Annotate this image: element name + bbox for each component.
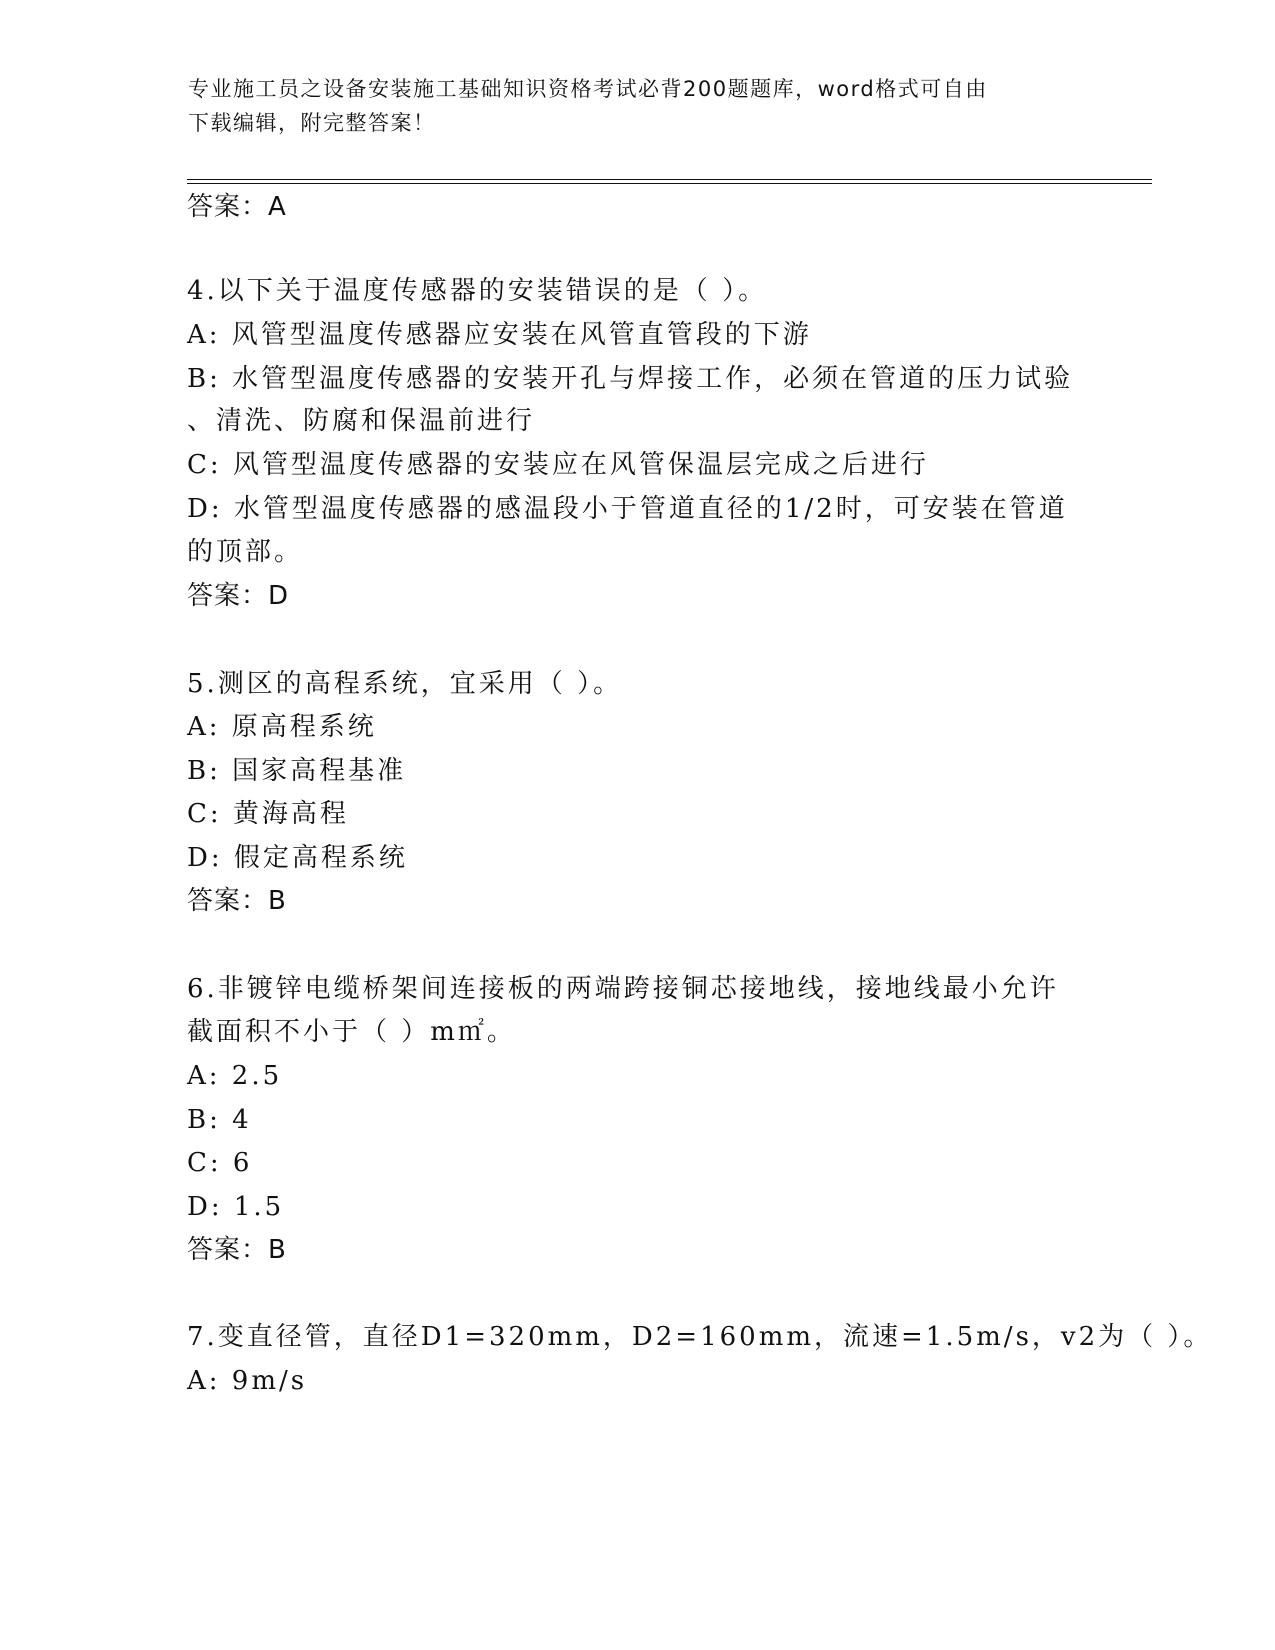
question-4-option-d-line2: 的顶部。 bbox=[187, 537, 304, 567]
question-6-option-d: D: 1.5 bbox=[187, 1192, 285, 1222]
question-6-stem-line2: 截面积不小于（ ）m㎡。 bbox=[187, 1017, 516, 1047]
question-6-option-c: C: 6 bbox=[187, 1148, 253, 1178]
question-6-answer: 答案：B bbox=[187, 1235, 287, 1265]
question-5-option-b: B: 国家高程基准 bbox=[187, 756, 407, 786]
header-rule-top bbox=[187, 179, 1152, 180]
header-rule-bottom bbox=[187, 183, 1152, 184]
question-4-answer: 答案：D bbox=[187, 581, 290, 611]
question-5-option-d: D: 假定高程系统 bbox=[187, 843, 408, 873]
question-5-answer: 答案：B bbox=[187, 886, 287, 916]
previous-answer: 答案：A bbox=[187, 192, 287, 222]
question-4-option-c: C: 风管型温度传感器的安装应在风管保温层完成之后进行 bbox=[187, 450, 929, 480]
question-4-option-b-line1: B: 水管型温度传感器的安装开孔与焊接工作，必须在管道的压力试验 bbox=[187, 364, 1074, 394]
question-5-option-a: A: 原高程系统 bbox=[187, 712, 377, 742]
question-5-stem: 5.测区的高程系统，宜采用（ ）。 bbox=[187, 669, 623, 699]
question-4-stem: 4.以下关于温度传感器的安装错误的是（ ）。 bbox=[187, 276, 768, 306]
question-6-stem-line1: 6.非镀锌电缆桥架间连接板的两端跨接铜芯接地线，接地线最小允许 bbox=[187, 974, 1059, 1004]
question-7-option-a: A: 9m/s bbox=[187, 1366, 308, 1396]
question-5-option-c: C: 黄海高程 bbox=[187, 799, 349, 829]
question-6-option-a: A: 2.5 bbox=[187, 1061, 283, 1091]
question-6-option-b: B: 4 bbox=[187, 1105, 252, 1135]
question-4-option-b-line2: 、清洗、防腐和保温前进行 bbox=[187, 406, 536, 436]
question-4-option-a: A: 风管型温度传感器应安装在风管直管段的下游 bbox=[187, 320, 812, 350]
header-line-1: 专业施工员之设备安装施工基础知识资格考试必背200题题库，word格式可自由 bbox=[188, 77, 988, 101]
question-4-option-d-line1: D: 水管型温度传感器的感温段小于管道直径的1/2时，可安装在管道 bbox=[187, 494, 1068, 524]
header-line-2: 下载编辑，附完整答案！ bbox=[188, 111, 436, 135]
document-header bbox=[188, 72, 1088, 140]
question-7-stem: 7.变直径管，直径D1=320mm，D2=160mm，流速=1.5m/s，v2为（ ）。 bbox=[187, 1322, 1213, 1352]
